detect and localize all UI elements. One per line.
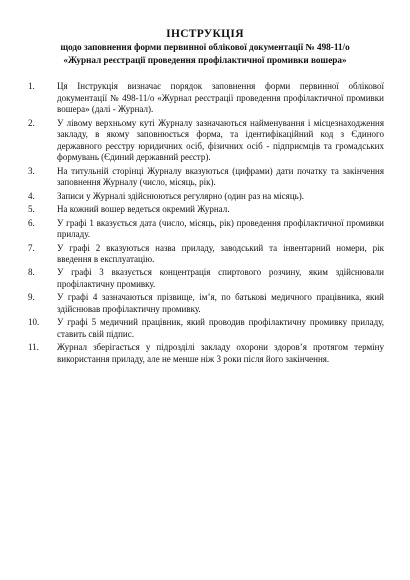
item-text: У графі 5 медичний працівник, який проводив профілактичну промивку приладу, ставить свій підпис. bbox=[57, 317, 384, 340]
item-number: 8. bbox=[28, 267, 35, 278]
instruction-item-8 bbox=[28, 267, 384, 290]
instruction-item-9 bbox=[28, 292, 384, 315]
item-text: У лівому верхньому куті Журналу зазначаються найменування і місцезнаходження закладу, в якому заповнюється форма, та ідентифікаційний код з Єдиного державного реєстру юридичних осіб, фізичних осіб - підприємців та громадських формувань (Єдиний державний реєстр). bbox=[57, 117, 384, 163]
item-number: 1. bbox=[28, 81, 35, 91]
instruction-list bbox=[28, 81, 384, 367]
instruction-item-7 bbox=[28, 243, 384, 266]
item-text: У графі 3 вказується концентрація спиртового розчину, яким здійснювали профілактичну промивку. bbox=[57, 267, 384, 290]
item-number: 9. bbox=[28, 292, 35, 303]
item-number: 11. bbox=[28, 342, 39, 353]
item-number: 2. bbox=[28, 117, 35, 128]
instruction-item-10 bbox=[28, 317, 384, 340]
item-text: Записи у Журналі здійснюються регулярно (один раз на місяць). bbox=[57, 190, 304, 201]
instruction-item-3 bbox=[28, 166, 384, 189]
instruction-item-11 bbox=[28, 342, 384, 365]
instruction-item-5 bbox=[28, 204, 384, 216]
item-number: 3. bbox=[28, 165, 35, 176]
item-number: 5. bbox=[28, 204, 35, 215]
document-subtitle-line-1: щодо заповнення форми первинної облікової документації № 498-11/о bbox=[60, 42, 350, 52]
item-number: 10. bbox=[28, 317, 40, 328]
item-text: Ця Інструкція визначає порядок заповнення форми первинної облікової документації № 498-11/о «Журнал реєстрації проведення профілактичної промивки вошера» (далі - Журнал). bbox=[57, 81, 384, 115]
item-number: 4. bbox=[28, 190, 35, 201]
item-number: 6. bbox=[28, 217, 35, 228]
document-subtitle-line-2: «Журнал реєстрації проведення профілактичної промивки вошера» bbox=[63, 54, 347, 65]
item-text: У графі 2 вказуються назва приладу, заводський та інвентарний номери, рік введення в експлуатацію. bbox=[57, 242, 384, 265]
item-number: 7. bbox=[28, 242, 35, 253]
instruction-item-6 bbox=[28, 218, 384, 241]
item-text: Журнал зберігається у підрозділі закладу охорони здоров’я протягом терміну використання приладу, але не менше ніж 3 роки після його закінчення. bbox=[57, 342, 384, 365]
instruction-item-1 bbox=[28, 81, 384, 116]
document-header bbox=[20, 28, 390, 66]
item-text: У графі 1 вказується дата (число, місяць, рік) проведення профілактичної промивки приладу. bbox=[57, 217, 384, 240]
item-text: У графі 4 зазначаються прізвище, ім’я, по батькові медичного працівника, який здійснював профілактичну промивку. bbox=[57, 292, 384, 315]
item-text: На титульній сторінці Журналу вказуються (цифрами) дати початку та закінчення заповнення Журналу (число, місяць, рік). bbox=[57, 165, 384, 188]
instruction-item-2 bbox=[28, 118, 384, 164]
item-text: На кожний вошер ведеться окремий Журнал. bbox=[57, 204, 230, 215]
document-title: ІНСТРУКЦІЯ bbox=[166, 28, 244, 40]
instruction-item-4 bbox=[28, 191, 384, 203]
